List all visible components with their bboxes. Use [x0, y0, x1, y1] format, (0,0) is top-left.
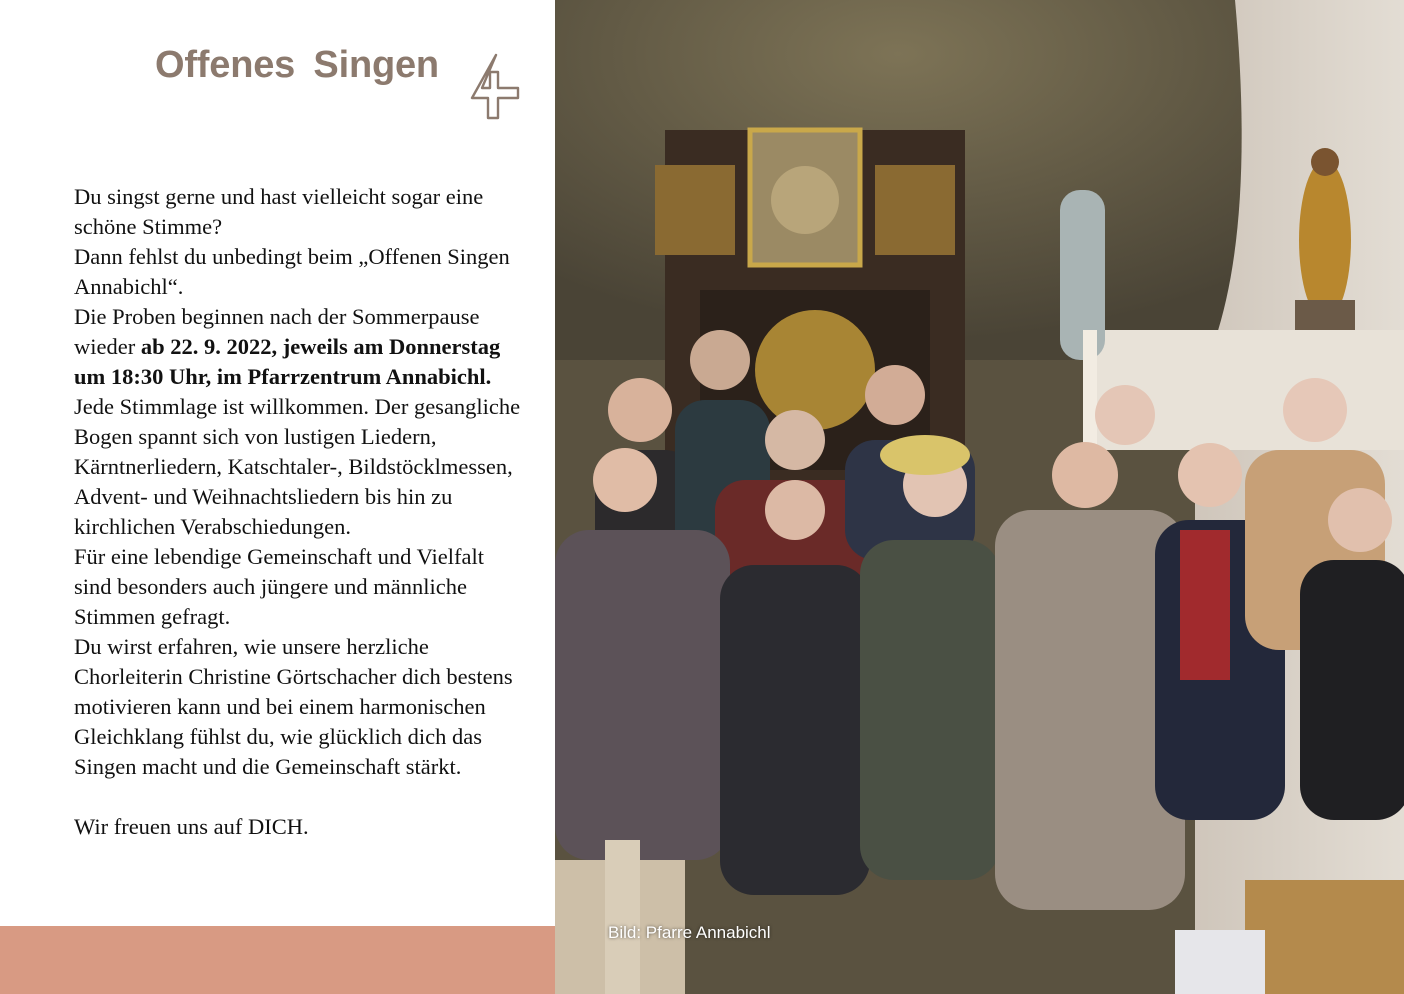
photo-credit: Bild: Pfarre Annabichl	[608, 923, 771, 942]
article-paragraph	[74, 302, 526, 392]
stylized-four-cross-icon	[468, 50, 526, 122]
article-paragraph: Jede Stimmlage ist willkommen. Der gesangliche Bogen spannt sich von lustigen Liedern, Kärntnerliedern, Katschtaler-, Bildstöcklmessen, Advent- und Weihnachtsliedern bis hin zu kirchlichen Verabschiedungen.	[74, 394, 521, 539]
article-paragraph: Für eine lebendige Gemeinschaft und Vielfalt sind besonders auch jüngere und männliche Stimmen gefragt.	[74, 544, 484, 629]
article-body	[74, 182, 526, 842]
article-paragraph: Du wirst erfahren, wie unsere herzliche Chorleiterin Christine Görtschacher dich bestens motivieren kann und bei einem harmonischen Gleichklang fühlst du, wie glücklich dich das Singen macht und die Gemeinschaft stärkt.	[74, 634, 513, 779]
paragraph-spacer	[74, 782, 526, 812]
footer-band	[0, 926, 555, 994]
article-text: Die Proben beginnen nach der Sommerpause wieder	[74, 304, 480, 359]
closing-line: Wir freuen uns auf DICH.	[74, 814, 309, 839]
event-details: ab 22. 9. 2022, jeweils am Donnerstag um 18:30 Uhr, im Pfarrzentrum Annabichl.	[74, 334, 501, 389]
page-title: Offenes Singen	[155, 44, 439, 86]
group-photo	[555, 0, 1404, 994]
article-paragraph: Dann fehlst du unbedingt beim „Offenen Singen Annabichl“.	[74, 244, 510, 299]
article-paragraph: Du singst gerne und hast vielleicht sogar eine schöne Stimme?	[74, 184, 484, 239]
